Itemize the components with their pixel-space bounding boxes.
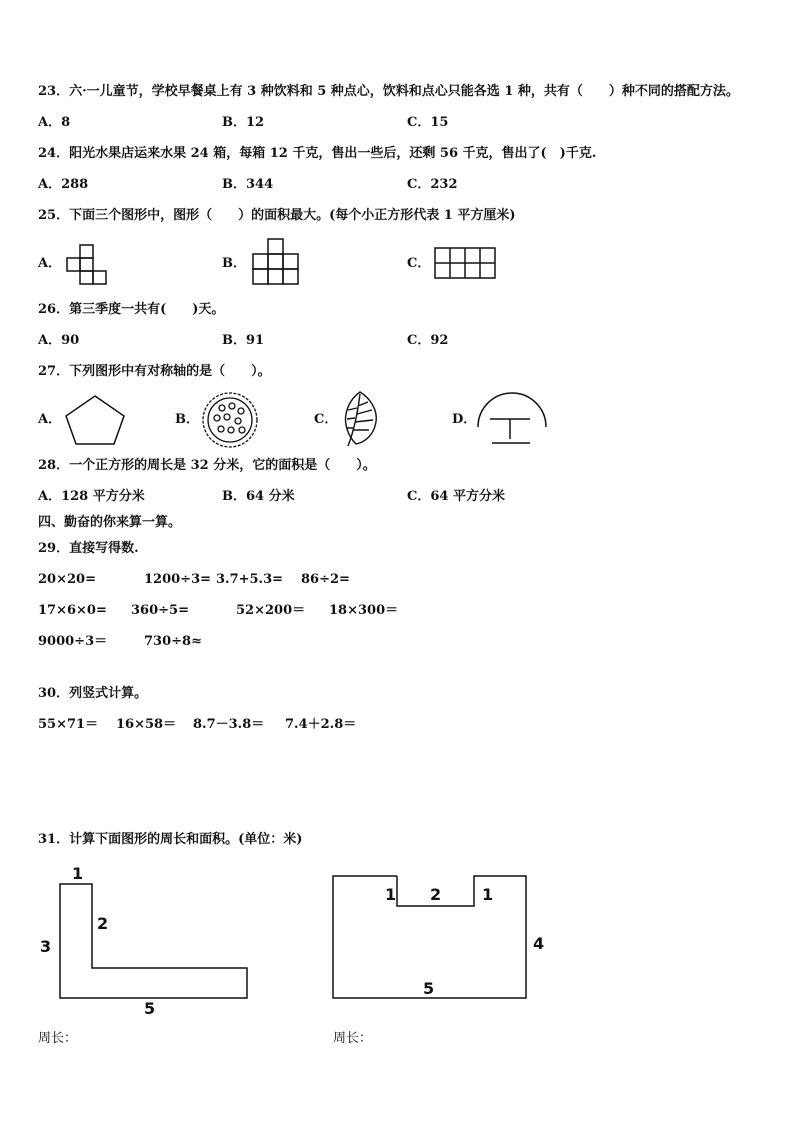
- q27-option-d[interactable]: D．: [452, 412, 477, 427]
- q23-option-c[interactable]: C．15: [407, 115, 449, 130]
- q25-stem: 25．下面三个图形中，图形（ ）的面积最大。(每个小正方形代表 1 平方厘米): [38, 208, 516, 223]
- q26-option-c[interactable]: C．92: [407, 333, 449, 348]
- q31-stem: 31．计算下面图形的周长和面积。(单位：米): [38, 832, 303, 847]
- perimeter-label-1: 周长：: [38, 1031, 78, 1046]
- calc-item: 17×6×0=: [38, 603, 107, 618]
- leaf-figure: [338, 388, 380, 450]
- q25-option-b[interactable]: B．: [222, 256, 246, 271]
- q25-option-a[interactable]: A．: [38, 256, 62, 271]
- notch-label-left: 1: [385, 885, 397, 904]
- l-shape-label-inner: 2: [97, 914, 109, 933]
- q26-stem: 26．第三季度一共有( )天。: [38, 302, 225, 317]
- q27-option-a[interactable]: A．: [38, 412, 62, 427]
- notch-label-middle: 2: [430, 885, 442, 904]
- calc-item: 18×300＝: [329, 603, 399, 618]
- q24-option-b[interactable]: B．344: [222, 177, 274, 192]
- rect-label-right: 4: [533, 934, 545, 953]
- q26-option-a[interactable]: A．90: [38, 333, 80, 348]
- q25-figure-a: [66, 243, 112, 287]
- vertical-calc-item: 7.4＋2.8＝: [285, 717, 357, 732]
- q24-option-c[interactable]: C．232: [407, 177, 458, 192]
- calc-item: 9000÷3＝: [38, 634, 108, 649]
- vertical-calc-item: 55×71＝: [38, 717, 99, 732]
- q30-stem: 30．列竖式计算。: [38, 686, 148, 701]
- notch-label-right: 1: [482, 885, 494, 904]
- vertical-calc-item: 16×58＝: [116, 717, 177, 732]
- perimeter-label-2: 周长：: [333, 1031, 373, 1046]
- calc-item: 86÷2=: [301, 572, 350, 587]
- q27-option-c[interactable]: C．: [314, 412, 338, 427]
- cookie-figure: [200, 390, 260, 450]
- calc-item: 730÷8≈: [144, 634, 202, 649]
- q25-figure-b: [252, 237, 300, 289]
- calc-item: 3.7+5.3=: [216, 572, 284, 587]
- pentagon-figure: [62, 392, 128, 448]
- vertical-calc-item: 8.7－3.8＝: [193, 717, 265, 732]
- q23-option-a[interactable]: A．8: [38, 115, 71, 130]
- calc-item: 1200÷3=: [144, 572, 212, 587]
- l-shape-label-bottom: 5: [144, 999, 156, 1018]
- q24-stem: 24．阳光水果店运来水果 24 箱，每箱 12 千克，售出一些后，还剩 56 千克，售出了( )千克.: [38, 146, 597, 161]
- q23-option-b[interactable]: B．12: [222, 115, 265, 130]
- rect-label-bottom: 5: [423, 979, 435, 998]
- q27-option-b[interactable]: B．: [175, 412, 199, 427]
- section4-heading: 四、勤奋的你来算一算。: [38, 515, 182, 530]
- q26-option-b[interactable]: B．91: [222, 333, 265, 348]
- l-shape-label-left: 3: [40, 937, 52, 956]
- calc-item: 360÷5=: [131, 603, 189, 618]
- q29-stem: 29．直接写得数.: [38, 541, 139, 556]
- q25-figure-c: [433, 246, 497, 280]
- q28-option-a[interactable]: A．128 平方分米: [38, 489, 145, 504]
- l-shape-label-top: 1: [72, 864, 84, 883]
- calc-item: 52×200＝: [236, 603, 306, 618]
- calc-item: 20×20=: [38, 572, 96, 587]
- l-shape-figure: [58, 882, 250, 1002]
- q24-option-a[interactable]: A．288: [38, 177, 89, 192]
- q23-stem: 23．六·一儿童节，学校早餐桌上有 3 种饮料和 5 种点心，饮料和点心只能各选 1 种，共有（ ）种不同的搭配方法。: [38, 84, 739, 99]
- q28-option-c[interactable]: C．64 平方分米: [407, 489, 505, 504]
- arch-figure: [476, 391, 548, 447]
- q27-stem: 27．下列图形中有对称轴的是（ ）。: [38, 364, 271, 379]
- q28-stem: 28．一个正方形的周长是 32 分米，它的面积是（ ）。: [38, 458, 376, 473]
- q25-option-c[interactable]: C．: [407, 256, 431, 271]
- q28-option-b[interactable]: B．64 分米: [222, 489, 295, 504]
